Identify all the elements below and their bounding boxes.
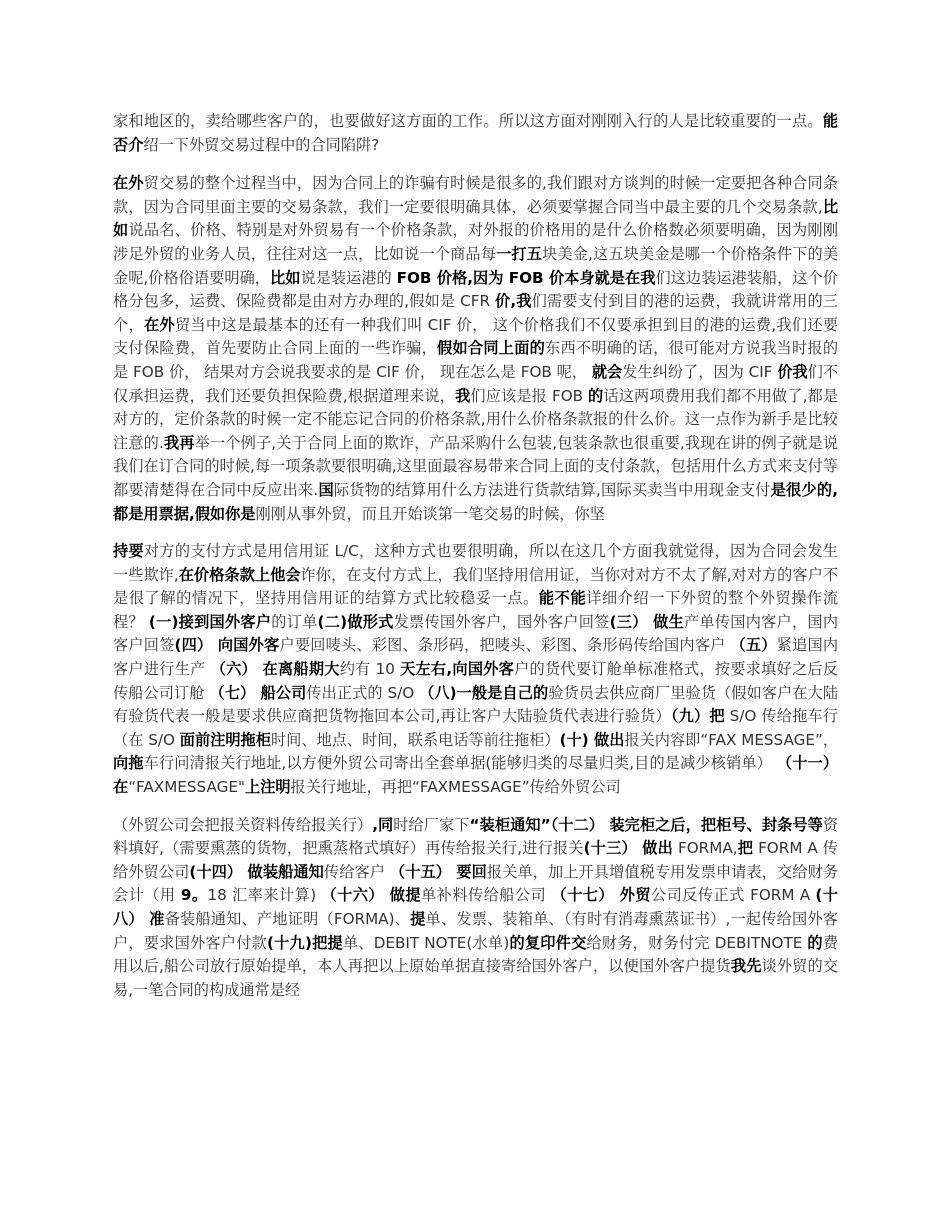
text-run: 单补料传给船公司 (421, 886, 552, 905)
text-run: 们应该是报 FOB (470, 386, 589, 405)
emphasized-text: 在价格条款上他会 (178, 565, 301, 584)
emphasized-text: (二)做形式 (317, 612, 394, 631)
emphasized-text: （九）把 (670, 707, 725, 726)
emphasized-text: 是很少的,都是用票据,假如你是 (113, 480, 839, 523)
emphasized-text: 在外 (143, 315, 175, 334)
text-run: 资料填好,（需要熏蒸的货物，把熏蒸格式填好）再传给报关行,进行报关 (113, 815, 839, 858)
emphasized-text: 比如 (113, 197, 839, 240)
emphasized-text: 9。 (180, 886, 208, 905)
emphasized-text: FOB 价格,因为 FOB 价本身就是在我 (396, 268, 656, 287)
paragraph-4 (113, 814, 838, 1003)
emphasized-text: （十五） 要回 (389, 862, 487, 881)
text-run: 说是装运港的 (300, 268, 397, 287)
text-run: 备装船通知、产地证明（FORMA)、 (164, 910, 411, 928)
text-run: 报关内容即“FAX MESSAGE”， (624, 730, 839, 749)
emphasized-text: (十三） 做出 (583, 839, 673, 858)
emphasized-text: (十八） 准 (113, 886, 838, 928)
emphasized-text: （五） (730, 636, 777, 655)
emphasized-text: (十九)把提 (267, 933, 343, 952)
text-run: 报关行地址，再把“FAXMESSAGE”传给外贸公司 (290, 778, 621, 797)
text-run: 谈外贸的交易,一笔合同的构成通常是经 (113, 957, 839, 999)
emphasized-text: 在外 (113, 174, 144, 193)
emphasized-text: 的复印件交 (509, 933, 587, 952)
emphasized-text: 持要 (113, 542, 144, 561)
emphasized-text: 向拖 (113, 754, 144, 773)
text-run: 公司反传正式 FORM A (651, 886, 816, 905)
emphasized-text: 价,我 (495, 292, 532, 311)
emphasized-text: （八)一般是自己的 (419, 683, 549, 702)
emphasized-text: (四） 向国外客 (174, 636, 280, 655)
text-run: S/O 传给拖车行（在 S/O (113, 707, 838, 749)
emphasized-text: 能否介 (113, 112, 838, 154)
text-run: 约有 10 (339, 660, 401, 679)
text-run: 发生纠纷了，因为 CIF (622, 362, 778, 381)
text-run: 的订单 (271, 612, 318, 631)
text-run: 际货物的结算用什么方法进行货款结算,国际买卖当中用现金支付 (333, 480, 771, 499)
emphasized-text: 的 (588, 386, 604, 405)
text-run: 诈你，在支付方式上，我们坚持用信用证，当你对对方不太了解,对对方的客户不是很了解的情况下，坚持用信用证的结算方式比较稳妥一点。 (113, 565, 839, 608)
text-run: 车行问清报关行地址,以方便外贸公司寄出全套单据(能够归类的尽量归类,目的是减少核销单） (143, 754, 777, 773)
emphasized-text: （十七） 外贸 (551, 886, 651, 905)
text-run: “FAXMESSAGE" (128, 778, 245, 797)
emphasized-text: （十六） 做提 (321, 886, 422, 905)
emphasized-text: 的 (807, 933, 823, 952)
text-run: 们需要支付到目的港的运费，我就讲常用的三个， (113, 292, 838, 334)
text-run: 东西不明确的话，很可能对方说我当时报的是 FOB 价， 结果对方会说我要求的是 CIF 价， 现在怎么是 FOB 呢， (113, 339, 839, 381)
text-run: 说品名、价格、特别是对外贸易有一个价格条款，对外报的价格用的是什么价格数必须要明确，因为刚刚涉足外贸的业务人员，往往对这一点，比如说一个商品每 (113, 221, 839, 263)
text-run: 费用以后,船公司放行原始提单，本人再把以上原始单据直接寄给国外客户，以便国外客户提货 (113, 933, 839, 976)
text-run: 紧追国内客户进行生产 (113, 636, 839, 679)
emphasized-text: 我先 (730, 957, 762, 976)
emphasized-text: 上注明 (244, 778, 291, 797)
emphasized-text: (三） 做生 (609, 612, 684, 631)
text-run: FORMA, (672, 839, 738, 858)
text-run: 传给客户 (323, 862, 390, 881)
text-run: 家和地区的，卖给哪些客户的，也要做好这方面的工作。所以这方面对刚刚入行的人是比较重要的一点。 (113, 112, 823, 130)
text-run: 对方的支付方式是用信用证 L/C，这种方式也要很明确，所以在这几个方面我就觉得，因为合同会发生一些欺诈, (113, 542, 838, 584)
emphasized-text: 天左右,向国外客 (400, 660, 515, 679)
emphasized-text: 五 (526, 244, 543, 263)
text-run: 时给厂家下 (393, 815, 470, 834)
text-run: FORM A 传给外贸公司 (113, 839, 838, 881)
emphasized-text: 面前注明拖柜 (179, 730, 271, 749)
emphasized-text: 假如合同上面的 (437, 339, 546, 358)
text-run: 产单传国内客户，国内客户回签 (113, 612, 839, 655)
paragraph-2 (113, 172, 838, 526)
paragraph-1 (113, 110, 838, 157)
text-run: 贸当中这是最基本的还有一种我们叫 CIF 价， 这个价格我们不仅要承担到目的港的运费,我们还要支付保险费，首先要防止合同上面的一些诈骗， (113, 315, 839, 358)
text-run: 单、DEBIT NOTE(水单) (342, 933, 510, 952)
text-run: 们不仅承担运费，我们还要负担保险费,根据道理来说， (113, 362, 839, 405)
text-run: 刚刚从事外贸，而且开始谈第一笔交易的时候，你坚 (255, 504, 605, 523)
emphasized-text: 价我 (777, 362, 808, 381)
text-run: 话这两项费用我们都不用做了,都是对方的，定价条款的时候一定不能忘记合同的价格条款,用什么价格条款报的什么价。这一点作为新手是比较注意的. (113, 386, 839, 452)
text-run: （外贸公司会把报关资料传给报关行） (113, 815, 373, 834)
emphasized-text: (一)接到国外客户 (148, 612, 272, 631)
emphasized-text: 提 (410, 910, 426, 928)
text-run: 贸交易的整个过程当中，因为合同上的诈骗有时候是很多的,我们跟对方谈判的时候一定要把各种合同条款，因为合同里面主要的交易条款，我们一定要很明确具体，必须要掌握合同当中最主要的几个交易条款, (113, 174, 839, 216)
emphasized-text: （十一） 在 (113, 754, 839, 797)
emphasized-text: “装柜通知”（十二） 装完柜之后，把柜号、封条号等 (469, 815, 823, 834)
emphasized-text: （六） 在离船期大 (210, 660, 340, 679)
emphasized-text: (十四） 做装船通知 (189, 862, 324, 881)
text-run: 们这边装运港装船，这个价格分包多，运费、保险费都是由对方办理的,假如是 CFR (113, 268, 839, 311)
paragraph-3 (113, 540, 838, 800)
text-run: 发票传国外客户，国外客户回签 (393, 612, 610, 631)
text-run: 详细介绍一下外贸的整个外贸操作流程？ (113, 589, 839, 631)
text-run: 18 汇率来计算) (207, 886, 322, 905)
emphasized-text: 比如 (270, 268, 301, 287)
text-run: 户的货代要订舱单标准格式，按要求填好之后反传船公司订舱 (113, 660, 839, 702)
emphasized-text: 国 (318, 480, 334, 499)
text-run: 传出正式的 S/O (306, 683, 420, 702)
text-run: 报关单，加上开具增值税专用发票申请表，交给财务会计（用 (113, 862, 839, 905)
emphasized-text: 能不能 (538, 589, 587, 608)
text-run: 户要回唛头、彩图、条形码，把唛头、彩图、条形码传给国内客户 (279, 636, 731, 655)
text-run: 块美金,这五块美金是哪一个价格条件下的美金呢,价格俗语要明确， (113, 244, 839, 287)
text-run: 举一个例子,关于合同上面的欺诈，产品采购什么包装,包装条款也很重要,我现在讲的例子就是说我们在订合同的时候,每一项条款要很明确,这里面最容易带来合同上面的支付条款，包括用什么方式来支付等都要清楚得在合同中反应出来. (113, 433, 839, 499)
emphasized-text: ,同 (372, 815, 394, 834)
emphasized-text: (十) 做出 (559, 730, 625, 749)
emphasized-text: 我 (455, 386, 471, 405)
emphasized-text: 就会 (591, 362, 623, 381)
emphasized-text: 我再 (163, 433, 195, 452)
emphasized-text: （七） 船公司 (209, 683, 307, 702)
text-run: 单、发票、装箱单、（有时有消毒熏蒸证书）,一起传给国外客户，要求国外客户付款 (113, 910, 838, 952)
emphasized-text: 一打 (496, 244, 527, 263)
text-run: 绍一下外贸交易过程中的合同陷阱? (143, 135, 380, 154)
text-run: 时间、地点、时间，联系电话等前往拖柜） (270, 730, 560, 749)
text-run: 验货员去供应商厂里验货（假如客户在大陆有验货代表一般是要求供应商把货物拖回本公司,再让客户大陆验货代表进行验货） (113, 683, 839, 726)
text-run: 给财务，财务付完 DEBITNOTE (586, 933, 808, 952)
document-page (113, 110, 838, 1002)
emphasized-text: 把 (737, 839, 754, 858)
